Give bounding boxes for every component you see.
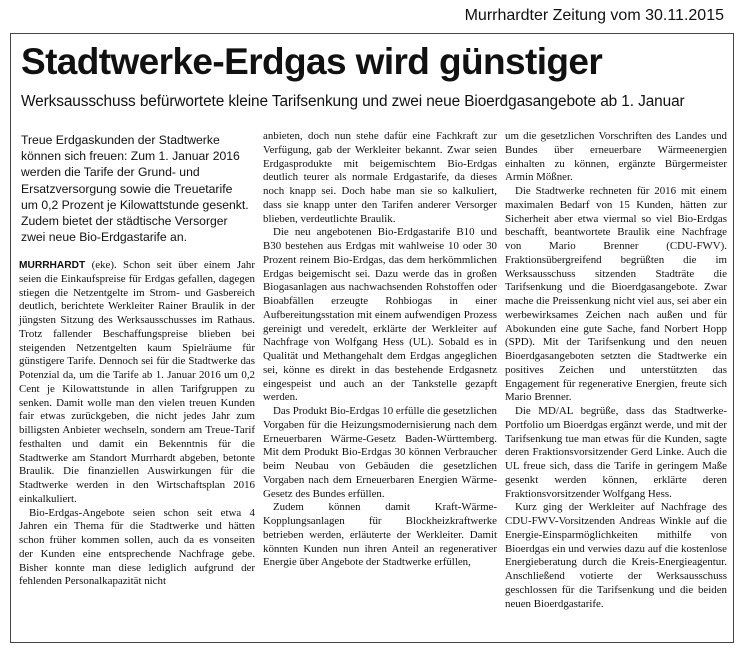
paragraph-text: (eke). Schon seit über einem Jahr seien die Einkaufspreise für Erdgas gefallen, dagegen stiegen die Netzentgelte im Strom- und Gasbereich deutlich, berichtete Werkleiter Rainer Braulik in der jüngsten Sitzung des Werksausschusses im Rathaus. Trotz fallender Beschaffungspreise blieben bei steigenden Netzentgelten kaum Spielräume für günstigere Tarife. Dennoch sei für die Stadtwerke das Potenzial da, um die Tarife ab 1. Januar 2016 um 0,2 Cent je Kilowattstunde in allen Tarifgruppen zu senken. Damit wolle man den vielen treuen Kunden fair etwas zurückgeben, die nicht jedes Jahr zum billigsten Anbieter wechseln, sondern am Treue-Tarif festhalten und damit ein Bekenntnis für die Stadtwerke am Standort Murrhardt abgeben, betonte Braulik. Die finanziellen Auswirkungen für die Stadtwerke werden in den Wirtschaftsplan 2016 einkalkuliert.: [19, 259, 255, 505]
article-column-1: [19, 259, 255, 589]
paragraph: Die MD/AL begrüße, dass das Stadtwerke-Portfolio um Bioerdgas ergänzt werde, und mit der Tarifsenkung tue man etwas für die Kunden, sagte deren Fraktionsvorsitzender Gerd Linke. Auch die UL freue sich, dass die Tarife in geringem Maße gesenkt werden können, erklärte deren Fraktionsvorsitzender Wolfgang Hess.: [505, 405, 727, 500]
paragraph: Das Produkt Bio-Erdgas 10 erfülle die gesetzlichen Vorgaben für die Heizungsmodernisierung nach dem Erneuerbaren Wärme-Gesetz Baden-Württemberg. Mit dem Produkt Bio-Erdgas 30 können Verbraucher beim Neubau von Gebäuden die gesetzlichen Vorgaben nach dem Erneuerbaren Energien Wärme-Gesetz des Bundes erfüllen.: [263, 405, 497, 500]
paragraph: um die gesetzlichen Vorschriften des Landes und Bundes über erneuerbare Wärmeenergien einhalten zu können, ergänzte Bürgermeister Armin Mößner.: [505, 130, 727, 184]
paragraph: [19, 259, 255, 507]
dateline: MURRHARDT: [19, 260, 86, 271]
paragraph: Kurz ging der Werkleiter auf Nachfrage des CDU-FWV-Vorsitzenden Andreas Winkle auf die Energie-Einsparmöglichkeiten mithilfe von Bioerdgas ein und verwies dazu auf die kostenlose Energieberatung durch die Kreis-Energieagentur. Anschließend votierte der Werksausschuss geschlossen für die Tarifsenkung und die beiden neuen Bioerdgastarife.: [505, 501, 727, 610]
newspaper-clipping: [10, 33, 734, 643]
article-column-3: [505, 130, 727, 611]
paragraph: Bio-Erdgas-Angebote seien schon seit etwa 4 Jahren ein Thema für die Stadtwerke und hätten schon früher kommen sollen, auch da es vonseiten der Kunden eine entsprechende Nachfrage gebe. Bisher konnte man diese lediglich aufgrund der fehlenden Personalkapazität nicht: [19, 506, 255, 588]
headline: Stadtwerke-Erdgas wird günstiger: [21, 41, 603, 82]
subheadline: Werksausschuss befürwortete kleine Tarifsenkung und zwei neue Bioerdgasangebote ab 1. Januar: [21, 93, 685, 110]
source-line: Murrhardter Zeitung vom 30.11.2015: [464, 7, 724, 24]
paragraph: Die neu angebotenen Bio-Erdgastarife B10 und B30 bestehen aus Erdgas mit wahlweise 10 oder 30 Prozent reinem Bio-Erdgas, das dem herkömmlichen Erdgas beigemischt sei. Dazu werde das in großen Biogasanlagen aus nachwachsenden Rohstoffen oder Bioabfällen erzeugte Rohbiogas in einer Aufbereitungsstation mit einem aufwendigen Prozess gereinigt und veredelt, erklärte der Werkleiter auf Nachfrage von Wolfgang Hess (UL). Sobald es in Qualität und Methangehalt dem Erdgas angeglichen sei, könne es direkt in das bestehende Erdgasnetz eingespeist und auch an der Tankstelle gezapft werden.: [263, 226, 497, 404]
paragraph: Die Stadtwerke rechneten für 2016 mit einem maximalen Bedarf von 15 Kunden, hätten zur Sicherheit aber etwa viermal so viel Bio-Erdgas beschafft, beantwortete Braulik eine Nachfrage von Mario Brenner (CDU-FWV). Fraktionsübergreifend begrüßten die im Werksausschuss sitzenden Stadträte die Tarifsenkung und die Bioerdgasangebote. Zwar mache die Preissenkung nicht viel aus, sei aber ein werbewirksames Zeichen nach außen und für Abokunden eine gute Sache, fand Norbert Hopp (SPD). Mit der Tarifsenkung und den neuen Bioerdgasangeboten setzten die Stadtwerke ein positives Zeichen und unterstützten das Engagement für regenerative Energien, freute sich Mario Brenner.: [505, 185, 727, 404]
paragraph: anbieten, doch nun stehe dafür eine Fachkraft zur Verfügung, gab der Werkleiter bekannt. Zwar seien Erdgasprodukte mit beigemischtem Bio-Erdgas deutlich teurer als normale Erdgastarife, da dieses noch knapp sei. Doch habe man sie so kalkuliert, dass sie knapp unter den Tarifen anderer Versorger blieben, verdeutlichte Braulik.: [263, 130, 497, 225]
lead-paragraph: Treue Erdgaskunden der Stadtwerke können sich freuen: Zum 1. Januar 2016 werden die Tarife der Grund- und Ersatzversorgung sowie die Treuetarife um 0,2 Prozent je Kilowattstunde gesenkt. Zudem bietet der städtische Versorger zwei neue Bio-Erdgastarife an.: [21, 133, 249, 245]
paragraph: Zudem können damit Kraft-Wärme-Kopplungsanlagen für Blockheizkraftwerke betrieben werden, erläuterte der Werkleiter. Damit könnten Kunden nun ihren Anteil an regenerativer Energie über Angebote der Stadtwerke erfüllen,: [263, 501, 497, 569]
article-column-2: [263, 130, 497, 570]
